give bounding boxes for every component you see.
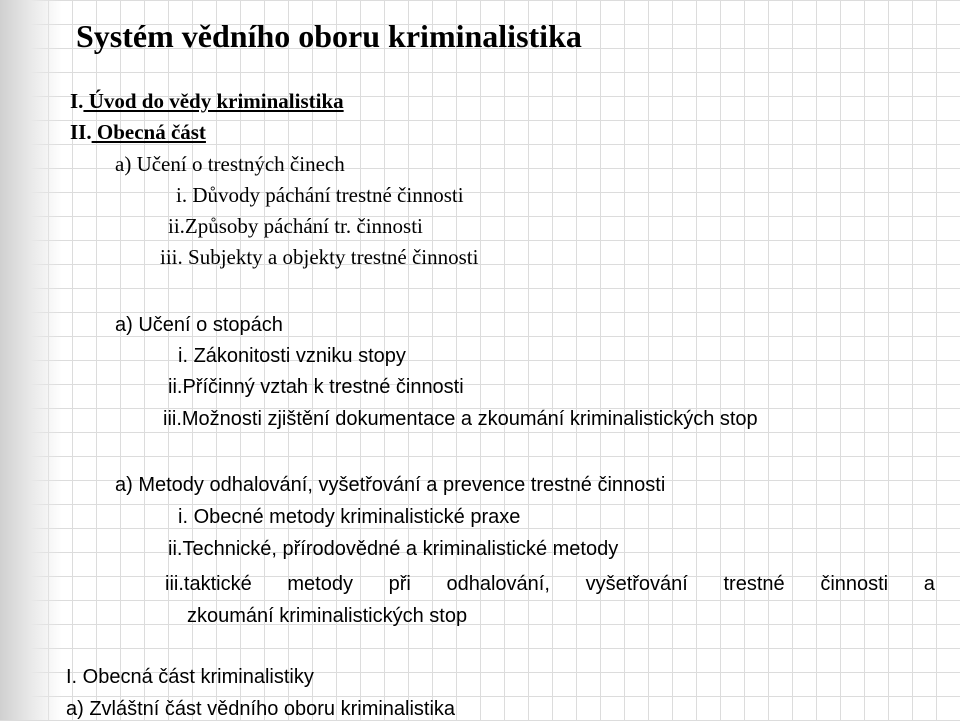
group-b-item-1 xyxy=(178,344,406,368)
group-b-item-1-number: i. xyxy=(178,345,188,367)
footer-line-2: a) Zvláštní část vědního oboru kriminalistika xyxy=(66,698,456,720)
group-c-item-3-word-1 xyxy=(165,568,252,600)
group-a-item-1-text: Důvody páchání trestné činnosti xyxy=(192,183,464,207)
group-b-item-3 xyxy=(163,407,758,431)
group-a-item-1 xyxy=(176,183,464,207)
section-general xyxy=(70,120,206,144)
group-c-item-3-word-7: činnosti xyxy=(820,573,889,595)
group-a-item-3-number: iii. xyxy=(160,245,183,269)
group-a-item-3 xyxy=(160,245,478,269)
group-c-item-3-word-8: a xyxy=(923,573,935,595)
group-a-item-3-text: Subjekty a objekty trestné činnosti xyxy=(188,245,479,269)
group-b-item-3-number: iii. xyxy=(163,408,182,430)
footer-line-1: I. Obecná část kriminalistiky xyxy=(66,666,314,688)
group-b-item-3-text: Možnosti zjištění dokumentace a zkoumání kriminalistických stop xyxy=(181,408,758,430)
group-b-item-1-text: Zákonitosti vzniku stopy xyxy=(193,345,406,367)
group-c-item-3-continuation: zkoumání kriminalistických stop xyxy=(187,605,468,627)
slide-title: Systém vědního oboru kriminalistika xyxy=(76,18,582,54)
section-intro-number: I. xyxy=(70,89,84,113)
section-general-text: Obecná část xyxy=(91,120,206,144)
group-c-item-3-word-6: trestné xyxy=(723,573,785,595)
section-intro-text: Úvod do vědy kriminalistika xyxy=(83,89,344,113)
group-a-item-2-text: Způsoby páchání tr. činnosti xyxy=(184,214,423,238)
group-c-item-2 xyxy=(168,537,618,561)
section-intro xyxy=(70,89,344,113)
group-a-item-2-number: ii. xyxy=(168,214,185,238)
group-c-item-3-word-3: při xyxy=(388,573,411,595)
group-c-item-3-word-4: odhalování, xyxy=(446,573,550,595)
group-a-item-2 xyxy=(168,214,423,238)
group-c-item-1-number: i. xyxy=(178,506,188,528)
group-a-label: a) Učení o trestných činech xyxy=(115,152,345,176)
group-c-item-3-word-1-text: taktické xyxy=(183,573,252,595)
group-c-item-3 xyxy=(165,568,935,632)
group-c-item-3-word-5: vyšetřování xyxy=(585,573,688,595)
group-c-item-3-word-2: metody xyxy=(287,573,353,595)
group-c-item-2-number: ii. xyxy=(168,538,183,560)
group-c-label: a) Metody odhalování, vyšetřování a prevence trestné činnosti xyxy=(115,474,666,496)
group-a-item-1-number: i. xyxy=(176,183,188,207)
group-b-item-2 xyxy=(168,375,464,399)
group-c-item-3-number: iii. xyxy=(165,573,184,595)
section-general-number: II. xyxy=(70,120,92,144)
group-c-item-2-text: Technické, přírodovědné a kriminalistické metody xyxy=(182,538,619,560)
group-c-item-1 xyxy=(178,505,520,529)
group-c-item-3-first-line xyxy=(165,568,935,600)
group-c-item-1-text: Obecné metody kriminalistické praxe xyxy=(193,506,521,528)
group-b-item-2-text: Příčinný vztah k trestné činnosti xyxy=(182,376,464,398)
group-b-label: a) Učení o stopách xyxy=(115,314,283,336)
group-b-item-2-number: ii. xyxy=(168,376,183,398)
